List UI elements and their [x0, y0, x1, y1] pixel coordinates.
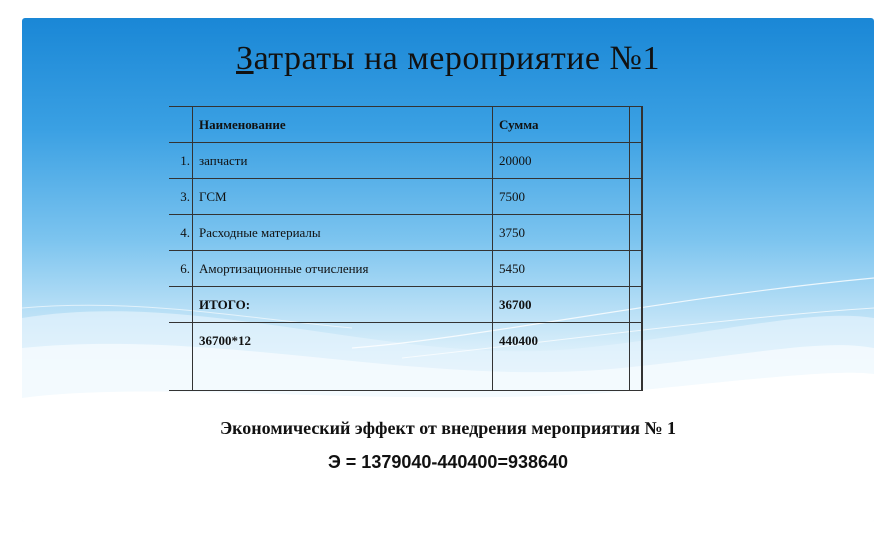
blank-cell: [642, 215, 643, 251]
row-num: 4.: [170, 215, 193, 251]
row-sum: 5450: [493, 251, 630, 287]
row-num: 6.: [170, 251, 193, 287]
economic-effect-text: Экономический эффект от внедрения мероприятия № 1: [219, 418, 677, 438]
blank-cell: [630, 107, 642, 143]
blank-cell: [630, 143, 642, 179]
row-name: Амортизационные отчисления: [193, 251, 493, 287]
table-header-row: [170, 107, 643, 143]
table-row: [170, 143, 643, 179]
blank-cell: [642, 107, 643, 143]
blank-cell: [630, 287, 642, 323]
table-row: [170, 179, 643, 215]
blank-cell: [630, 251, 642, 287]
slide-title: [22, 40, 874, 78]
slide: [22, 18, 874, 522]
table-row: [170, 215, 643, 251]
row-num: [170, 287, 193, 323]
row-num: 1.: [170, 143, 193, 179]
blank-cell: [630, 215, 642, 251]
annual-label: 36700*12: [193, 323, 493, 391]
row-name: Расходные материалы: [193, 215, 493, 251]
total-label: ИТОГО:: [193, 287, 493, 323]
header-sum-cell: Сумма: [493, 107, 630, 143]
blank-cell: [642, 251, 643, 287]
blank-cell: [630, 323, 642, 391]
row-sum: 7500: [493, 179, 630, 215]
title-first-letter: З: [236, 40, 254, 77]
table-annual-row: [170, 323, 643, 391]
row-name: ГСМ: [193, 179, 493, 215]
total-sum: 36700: [493, 287, 630, 323]
title-rest: атраты на мероприятие №1: [253, 40, 660, 77]
row-num: [170, 323, 193, 391]
row-sum: 20000: [493, 143, 630, 179]
header-num-cell: [170, 107, 193, 143]
blank-cell: [642, 323, 643, 391]
blank-cell: [642, 179, 643, 215]
header-name-cell: Наименование: [193, 107, 493, 143]
blank-cell: [642, 287, 643, 323]
blank-cell: [630, 179, 642, 215]
row-num: 3.: [170, 179, 193, 215]
blank-cell: [642, 143, 643, 179]
table-total-row: [170, 287, 643, 323]
cost-table: [169, 106, 643, 391]
row-sum: 3750: [493, 215, 630, 251]
annual-sum: 440400: [493, 323, 630, 391]
table-row: [170, 251, 643, 287]
effect-formula: Э = 1379040-440400=938640: [327, 452, 569, 472]
row-name: запчасти: [193, 143, 493, 179]
